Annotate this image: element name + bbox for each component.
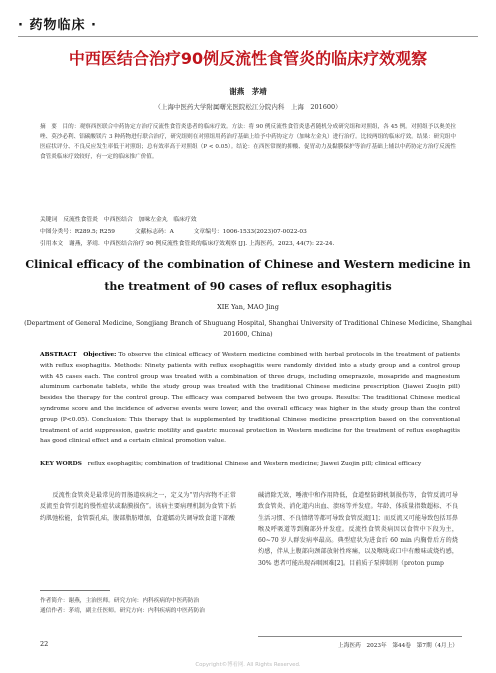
header-divider	[18, 36, 478, 37]
citation: 引用本文 谢燕，茅靖．中西医结合治疗 90 例反流性食管炎的临床疗效观察 [J]. 上海医药，2023, 44(7): 22-24.	[40, 241, 335, 247]
body-column-left: 反流性食管炎是最常见的胃肠道疾病之一，定义为“胃内容物不正常反流至食管引起的慢性症状或黏膜损伤”。该病主要病理机制为食管下括约肌弛松能，食管裂孔疝，腹部脂肪增加，食道蠕动失调导致食道下部酸	[40, 492, 236, 522]
article-number: 文章编号：1006-1533(2023)07-0022-03	[193, 229, 307, 235]
document-code: 文献标志码：A	[134, 229, 174, 235]
chinese-affiliation: （上海中医药大学附属曙光医院松江分院内科 上海 201600）	[154, 103, 342, 111]
chinese-abstract: 摘 要 目的：观察西医联合中药协定方治疗反流性食管炎患者的临床疗效。方法：将 90 例反流性食管炎患者随机分成研究组和对照组，各 45 例。对照组予以奥美拉唑、莫沙必利、铝碳酸镁片 3 种药物进行联合治疗，研究组则在对照组用药治疗基础上给予中药协定方（加味左金丸）进行治疗。比较两组的临床疗效。结果：研究组中医症状评分、不良反应发生率低于对照组；总有效率高于对照组（P < 0.05）。结论：在西医常规的抑酸、促胃动力及黏膜保护等治疗基础上辅以中药协定方治疗反流性食管炎临床疗效较好，有一定的临床推广价值。	[40, 124, 456, 160]
chinese-authors: 谢燕 茅靖	[229, 87, 267, 96]
english-keywords-text: reflux esophagitis; combination of traditional Chinese and Western medicine; Jiawei Zuojin pill; clinical efficacy	[81, 461, 422, 467]
body-column-right: 碱清除无效，唾液中和作用降低，食道壁防御机制损伤等，食管反流可导致食管炎、消化道内出血、溃疡等并发症。年龄、体质量指数超标、不良生活习惯、不良情绪等都可导致食管反流[1]；而反流又可能导致包括耳鼻喉及呼吸道等到胸部外并发症。反流性食管炎病因以食管中下段为主，60~70 岁人群发病率最高。典型症状为进食后 60 min 内胸骨后方的烧灼感，伴从上腹部向颈部放射性疼痛，以及喉咙或口中有酸味或烧灼感，30% 患者可能出现吞咽困难[2]。目前质子泵抑制剂（proton pump	[258, 492, 458, 567]
page-number: 22	[40, 640, 49, 648]
clc-code: 中图分类号：R289.5; R259	[40, 229, 115, 235]
footer-divider	[258, 636, 462, 637]
chinese-keywords: 关键词 反流性食管炎 中西医结合 加味左金丸 临床疗效	[40, 217, 197, 223]
english-authors: XIE Yan, MAO Jing	[217, 303, 279, 311]
chinese-title: 中西医结合治疗90例反流性食管炎的临床疗效观察	[68, 49, 428, 68]
english-abstract-text: To observe the clinical efficacy of Western medicine combined with herbal protocols in the treatment of patients with reflux esophagitis. Methods: Ninety patients with reflux esophagitis were randomly divided into a study group and a control group with 45 cases each. The control group was treated with a combination of three drugs, including omeprazole, mosapride and magnesium aluminum carbonate tablets, while the study group was treated with the traditional Chinese medicine prescription (Jiawei Zuojin pill) besides the therapy for the control group. The efficacy was compared between the two groups. Results: The traditional Chinese medical syndrome score and the incidence of adverse events were lower, and the overall efficacy was higher in the study group than the control group (P<0.05). Conclusion: This therapy that is supplemented by traditional Chinese medicine prescription based on the conventional treatment of acid suppression, gastric motility and gastric mucosal protection in Western medicine for the treatment of reflux esophagitis has good clinical effect and a certain clinical promotion value.	[40, 352, 461, 445]
english-keywords-label: KEY WORDS	[40, 460, 82, 467]
english-title: Clinical efficacy of the combination of Chinese and Western medicine in the treatment of 90 cases of reflux esophagitis	[25, 258, 471, 293]
classification-row	[40, 226, 466, 235]
copyright-watermark: Copyright©博看网. All Rights Reserved.	[195, 662, 301, 668]
section-label: · 药物临床 ·	[18, 18, 97, 33]
english-keywords	[40, 459, 460, 470]
footnote-divider	[40, 590, 110, 591]
english-abstract	[40, 350, 460, 447]
english-affiliation: (Department of General Medicine, Songjiang Branch of Shuguang Hospital, Shanghai University of Traditional Chinese Medicine, Shanghai 201600, China)	[24, 320, 472, 338]
journal-info: 上海医药 2023年 第44卷 第7期（4月上）	[338, 643, 458, 649]
english-abstract-label: ABSTRACT Objective:	[40, 351, 117, 358]
author-footnote: 作者简介：谢燕，主治医师。研究方向：内科疾病的中医药防治 通信作者：茅靖，副主任医师。研究方向：内科疾病的中医药防治	[40, 598, 205, 614]
